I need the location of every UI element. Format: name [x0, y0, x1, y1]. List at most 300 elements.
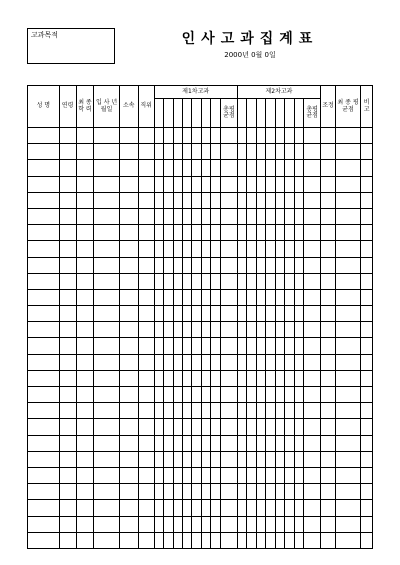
table-cell[interactable]: [94, 273, 119, 289]
table-cell[interactable]: [164, 484, 173, 500]
table-cell[interactable]: [335, 354, 360, 370]
table-cell[interactable]: [154, 257, 163, 273]
table-cell[interactable]: [154, 435, 163, 451]
table-cell[interactable]: [183, 451, 192, 467]
table-cell[interactable]: [183, 370, 192, 386]
table-cell[interactable]: [361, 500, 373, 516]
table-cell[interactable]: [321, 500, 336, 516]
table-cell[interactable]: [285, 273, 294, 289]
table-cell[interactable]: [76, 306, 94, 322]
table-cell[interactable]: [76, 484, 94, 500]
table-cell[interactable]: [138, 451, 154, 467]
table-cell[interactable]: [59, 435, 76, 451]
table-cell[interactable]: [76, 387, 94, 403]
table-cell[interactable]: [164, 289, 173, 305]
table-cell[interactable]: [321, 403, 336, 419]
table-cell[interactable]: [164, 516, 173, 532]
table-cell[interactable]: [304, 144, 321, 160]
table-cell[interactable]: [321, 208, 336, 224]
table-cell[interactable]: [335, 516, 360, 532]
table-cell[interactable]: [237, 144, 246, 160]
table-cell[interactable]: [211, 289, 220, 305]
table-cell[interactable]: [138, 225, 154, 241]
table-cell[interactable]: [164, 435, 173, 451]
table-cell[interactable]: [304, 257, 321, 273]
table-cell[interactable]: [275, 370, 284, 386]
table-cell[interactable]: [119, 516, 138, 532]
table-cell[interactable]: [28, 354, 60, 370]
table-cell[interactable]: [256, 484, 265, 500]
table-cell[interactable]: [154, 500, 163, 516]
table-cell[interactable]: [201, 289, 210, 305]
table-cell[interactable]: [237, 354, 246, 370]
table-cell[interactable]: [256, 435, 265, 451]
table-cell[interactable]: [256, 306, 265, 322]
table-cell[interactable]: [173, 208, 182, 224]
table-cell[interactable]: [164, 451, 173, 467]
table-cell[interactable]: [59, 338, 76, 354]
table-cell[interactable]: [294, 144, 303, 160]
table-cell[interactable]: [164, 208, 173, 224]
table-cell[interactable]: [76, 208, 94, 224]
table-cell[interactable]: [285, 500, 294, 516]
table-cell[interactable]: [361, 403, 373, 419]
table-cell[interactable]: [211, 306, 220, 322]
table-cell[interactable]: [154, 387, 163, 403]
table-cell[interactable]: [247, 370, 256, 386]
table-cell[interactable]: [304, 208, 321, 224]
table-cell[interactable]: [192, 225, 201, 241]
table-cell[interactable]: [266, 192, 275, 208]
table-cell[interactable]: [154, 451, 163, 467]
table-cell[interactable]: [304, 192, 321, 208]
table-cell[interactable]: [76, 192, 94, 208]
table-cell[interactable]: [59, 403, 76, 419]
table-cell[interactable]: [294, 467, 303, 483]
table-cell[interactable]: [59, 160, 76, 176]
table-cell[interactable]: [256, 419, 265, 435]
table-cell[interactable]: [59, 192, 76, 208]
table-cell[interactable]: [119, 160, 138, 176]
table-cell[interactable]: [192, 273, 201, 289]
table-cell[interactable]: [247, 160, 256, 176]
table-cell[interactable]: [154, 419, 163, 435]
table-cell[interactable]: [237, 289, 246, 305]
table-cell[interactable]: [183, 419, 192, 435]
table-cell[interactable]: [266, 387, 275, 403]
table-cell[interactable]: [28, 160, 60, 176]
table-cell[interactable]: [321, 192, 336, 208]
table-cell[interactable]: [294, 192, 303, 208]
table-cell[interactable]: [28, 370, 60, 386]
table-cell[interactable]: [304, 467, 321, 483]
table-cell[interactable]: [173, 160, 182, 176]
table-cell[interactable]: [28, 289, 60, 305]
table-cell[interactable]: [173, 532, 182, 548]
table-cell[interactable]: [211, 484, 220, 500]
table-cell[interactable]: [28, 532, 60, 548]
table-cell[interactable]: [173, 403, 182, 419]
table-cell[interactable]: [237, 241, 246, 257]
table-cell[interactable]: [183, 322, 192, 338]
table-cell[interactable]: [192, 419, 201, 435]
table-cell[interactable]: [335, 338, 360, 354]
table-cell[interactable]: [201, 176, 210, 192]
table-cell[interactable]: [285, 144, 294, 160]
table-cell[interactable]: [138, 354, 154, 370]
table-cell[interactable]: [94, 532, 119, 548]
table-cell[interactable]: [294, 387, 303, 403]
table-cell[interactable]: [119, 484, 138, 500]
table-cell[interactable]: [119, 419, 138, 435]
table-cell[interactable]: [266, 160, 275, 176]
table-cell[interactable]: [304, 435, 321, 451]
table-cell[interactable]: [266, 354, 275, 370]
table-cell[interactable]: [361, 322, 373, 338]
table-cell[interactable]: [192, 435, 201, 451]
table-cell[interactable]: [59, 241, 76, 257]
table-cell[interactable]: [183, 160, 192, 176]
table-cell[interactable]: [361, 467, 373, 483]
table-cell[interactable]: [247, 484, 256, 500]
table-cell[interactable]: [183, 532, 192, 548]
table-cell[interactable]: [211, 160, 220, 176]
table-cell[interactable]: [256, 128, 265, 144]
table-cell[interactable]: [76, 354, 94, 370]
table-cell[interactable]: [266, 451, 275, 467]
table-cell[interactable]: [164, 532, 173, 548]
table-cell[interactable]: [138, 516, 154, 532]
table-cell[interactable]: [119, 144, 138, 160]
table-cell[interactable]: [266, 403, 275, 419]
table-cell[interactable]: [335, 403, 360, 419]
table-cell[interactable]: [201, 500, 210, 516]
table-cell[interactable]: [335, 484, 360, 500]
table-cell[interactable]: [266, 273, 275, 289]
table-cell[interactable]: [220, 516, 237, 532]
table-cell[interactable]: [247, 338, 256, 354]
table-cell[interactable]: [294, 128, 303, 144]
table-cell[interactable]: [94, 176, 119, 192]
table-cell[interactable]: [361, 160, 373, 176]
table-cell[interactable]: [76, 322, 94, 338]
table-cell[interactable]: [361, 144, 373, 160]
table-cell[interactable]: [192, 160, 201, 176]
table-cell[interactable]: [138, 176, 154, 192]
table-cell[interactable]: [138, 322, 154, 338]
table-cell[interactable]: [237, 387, 246, 403]
table-cell[interactable]: [266, 500, 275, 516]
table-cell[interactable]: [94, 467, 119, 483]
table-cell[interactable]: [285, 225, 294, 241]
table-cell[interactable]: [335, 419, 360, 435]
table-cell[interactable]: [304, 370, 321, 386]
table-cell[interactable]: [119, 257, 138, 273]
table-cell[interactable]: [76, 467, 94, 483]
table-cell[interactable]: [256, 354, 265, 370]
table-cell[interactable]: [183, 306, 192, 322]
table-cell[interactable]: [192, 128, 201, 144]
table-cell[interactable]: [28, 338, 60, 354]
table-cell[interactable]: [275, 192, 284, 208]
table-cell[interactable]: [285, 128, 294, 144]
table-cell[interactable]: [154, 532, 163, 548]
table-cell[interactable]: [285, 467, 294, 483]
table-cell[interactable]: [211, 338, 220, 354]
table-cell[interactable]: [321, 516, 336, 532]
table-cell[interactable]: [294, 370, 303, 386]
table-cell[interactable]: [256, 208, 265, 224]
table-cell[interactable]: [164, 354, 173, 370]
table-cell[interactable]: [256, 225, 265, 241]
table-cell[interactable]: [266, 306, 275, 322]
table-cell[interactable]: [154, 370, 163, 386]
table-cell[interactable]: [119, 451, 138, 467]
table-cell[interactable]: [275, 241, 284, 257]
table-cell[interactable]: [59, 500, 76, 516]
table-cell[interactable]: [304, 176, 321, 192]
table-cell[interactable]: [335, 225, 360, 241]
table-cell[interactable]: [138, 257, 154, 273]
table-cell[interactable]: [294, 176, 303, 192]
table-cell[interactable]: [304, 322, 321, 338]
table-cell[interactable]: [201, 403, 210, 419]
table-cell[interactable]: [335, 176, 360, 192]
table-cell[interactable]: [237, 500, 246, 516]
table-cell[interactable]: [76, 176, 94, 192]
table-cell[interactable]: [256, 403, 265, 419]
table-cell[interactable]: [220, 338, 237, 354]
table-cell[interactable]: [76, 419, 94, 435]
table-cell[interactable]: [173, 322, 182, 338]
table-cell[interactable]: [294, 516, 303, 532]
table-cell[interactable]: [119, 403, 138, 419]
table-cell[interactable]: [173, 467, 182, 483]
table-cell[interactable]: [138, 467, 154, 483]
table-cell[interactable]: [28, 467, 60, 483]
table-cell[interactable]: [256, 257, 265, 273]
table-cell[interactable]: [94, 257, 119, 273]
table-cell[interactable]: [76, 144, 94, 160]
table-cell[interactable]: [94, 338, 119, 354]
table-cell[interactable]: [183, 273, 192, 289]
table-cell[interactable]: [237, 338, 246, 354]
table-cell[interactable]: [275, 273, 284, 289]
table-cell[interactable]: [237, 435, 246, 451]
table-cell[interactable]: [335, 144, 360, 160]
table-cell[interactable]: [119, 387, 138, 403]
table-cell[interactable]: [211, 403, 220, 419]
table-cell[interactable]: [201, 160, 210, 176]
table-cell[interactable]: [361, 176, 373, 192]
table-cell[interactable]: [335, 208, 360, 224]
table-cell[interactable]: [119, 370, 138, 386]
table-cell[interactable]: [59, 176, 76, 192]
table-cell[interactable]: [321, 387, 336, 403]
table-cell[interactable]: [304, 451, 321, 467]
table-cell[interactable]: [211, 354, 220, 370]
table-cell[interactable]: [321, 289, 336, 305]
table-cell[interactable]: [164, 338, 173, 354]
table-cell[interactable]: [321, 306, 336, 322]
table-cell[interactable]: [256, 176, 265, 192]
table-cell[interactable]: [119, 532, 138, 548]
table-cell[interactable]: [294, 241, 303, 257]
table-cell[interactable]: [220, 451, 237, 467]
table-cell[interactable]: [28, 306, 60, 322]
table-cell[interactable]: [256, 289, 265, 305]
table-cell[interactable]: [266, 257, 275, 273]
table-cell[interactable]: [164, 306, 173, 322]
table-cell[interactable]: [76, 225, 94, 241]
table-cell[interactable]: [173, 144, 182, 160]
table-cell[interactable]: [220, 354, 237, 370]
table-cell[interactable]: [119, 208, 138, 224]
table-cell[interactable]: [247, 257, 256, 273]
table-cell[interactable]: [294, 451, 303, 467]
table-cell[interactable]: [183, 225, 192, 241]
table-cell[interactable]: [294, 289, 303, 305]
table-cell[interactable]: [256, 273, 265, 289]
table-cell[interactable]: [256, 144, 265, 160]
table-cell[interactable]: [94, 208, 119, 224]
table-cell[interactable]: [138, 208, 154, 224]
table-cell[interactable]: [59, 144, 76, 160]
table-cell[interactable]: [154, 176, 163, 192]
table-cell[interactable]: [247, 144, 256, 160]
table-cell[interactable]: [321, 257, 336, 273]
table-cell[interactable]: [164, 160, 173, 176]
table-cell[interactable]: [154, 144, 163, 160]
table-cell[interactable]: [76, 289, 94, 305]
table-cell[interactable]: [28, 387, 60, 403]
table-cell[interactable]: [94, 241, 119, 257]
table-cell[interactable]: [256, 338, 265, 354]
table-cell[interactable]: [335, 387, 360, 403]
table-cell[interactable]: [154, 192, 163, 208]
table-cell[interactable]: [266, 419, 275, 435]
table-cell[interactable]: [247, 192, 256, 208]
table-cell[interactable]: [164, 467, 173, 483]
table-cell[interactable]: [361, 532, 373, 548]
table-cell[interactable]: [237, 419, 246, 435]
table-cell[interactable]: [201, 516, 210, 532]
table-cell[interactable]: [138, 273, 154, 289]
table-cell[interactable]: [220, 500, 237, 516]
table-cell[interactable]: [256, 322, 265, 338]
table-cell[interactable]: [285, 532, 294, 548]
table-cell[interactable]: [247, 403, 256, 419]
table-cell[interactable]: [220, 387, 237, 403]
table-cell[interactable]: [94, 354, 119, 370]
table-cell[interactable]: [285, 403, 294, 419]
table-cell[interactable]: [183, 241, 192, 257]
table-cell[interactable]: [220, 192, 237, 208]
table-cell[interactable]: [247, 354, 256, 370]
table-cell[interactable]: [138, 435, 154, 451]
table-cell[interactable]: [211, 128, 220, 144]
table-cell[interactable]: [192, 387, 201, 403]
table-cell[interactable]: [76, 403, 94, 419]
table-cell[interactable]: [294, 435, 303, 451]
table-cell[interactable]: [183, 192, 192, 208]
table-cell[interactable]: [335, 273, 360, 289]
table-cell[interactable]: [192, 451, 201, 467]
table-cell[interactable]: [294, 225, 303, 241]
table-cell[interactable]: [154, 403, 163, 419]
table-cell[interactable]: [304, 387, 321, 403]
table-cell[interactable]: [321, 176, 336, 192]
table-cell[interactable]: [335, 160, 360, 176]
table-cell[interactable]: [304, 403, 321, 419]
table-cell[interactable]: [94, 370, 119, 386]
table-cell[interactable]: [285, 208, 294, 224]
table-cell[interactable]: [138, 289, 154, 305]
table-cell[interactable]: [220, 322, 237, 338]
table-cell[interactable]: [294, 338, 303, 354]
table-cell[interactable]: [247, 289, 256, 305]
table-cell[interactable]: [119, 289, 138, 305]
table-cell[interactable]: [275, 500, 284, 516]
table-cell[interactable]: [335, 241, 360, 257]
table-cell[interactable]: [220, 160, 237, 176]
table-cell[interactable]: [275, 306, 284, 322]
table-cell[interactable]: [220, 289, 237, 305]
table-cell[interactable]: [275, 435, 284, 451]
table-cell[interactable]: [183, 208, 192, 224]
table-cell[interactable]: [183, 128, 192, 144]
table-cell[interactable]: [294, 257, 303, 273]
table-cell[interactable]: [335, 289, 360, 305]
table-cell[interactable]: [138, 160, 154, 176]
table-cell[interactable]: [294, 419, 303, 435]
table-cell[interactable]: [154, 484, 163, 500]
table-cell[interactable]: [247, 451, 256, 467]
table-cell[interactable]: [304, 273, 321, 289]
table-cell[interactable]: [237, 160, 246, 176]
table-cell[interactable]: [237, 208, 246, 224]
table-cell[interactable]: [294, 484, 303, 500]
table-cell[interactable]: [183, 338, 192, 354]
table-cell[interactable]: [285, 451, 294, 467]
table-cell[interactable]: [275, 257, 284, 273]
table-cell[interactable]: [59, 532, 76, 548]
table-cell[interactable]: [201, 419, 210, 435]
table-cell[interactable]: [321, 273, 336, 289]
table-cell[interactable]: [183, 484, 192, 500]
table-cell[interactable]: [256, 370, 265, 386]
table-cell[interactable]: [220, 306, 237, 322]
table-cell[interactable]: [275, 176, 284, 192]
table-cell[interactable]: [201, 451, 210, 467]
table-cell[interactable]: [192, 516, 201, 532]
table-cell[interactable]: [275, 419, 284, 435]
table-cell[interactable]: [138, 403, 154, 419]
table-cell[interactable]: [321, 451, 336, 467]
table-cell[interactable]: [59, 467, 76, 483]
table-cell[interactable]: [164, 128, 173, 144]
table-cell[interactable]: [247, 208, 256, 224]
table-cell[interactable]: [28, 208, 60, 224]
table-cell[interactable]: [266, 516, 275, 532]
table-cell[interactable]: [192, 500, 201, 516]
table-cell[interactable]: [256, 532, 265, 548]
table-cell[interactable]: [220, 241, 237, 257]
table-cell[interactable]: [59, 128, 76, 144]
table-cell[interactable]: [173, 500, 182, 516]
table-cell[interactable]: [164, 257, 173, 273]
table-cell[interactable]: [119, 128, 138, 144]
